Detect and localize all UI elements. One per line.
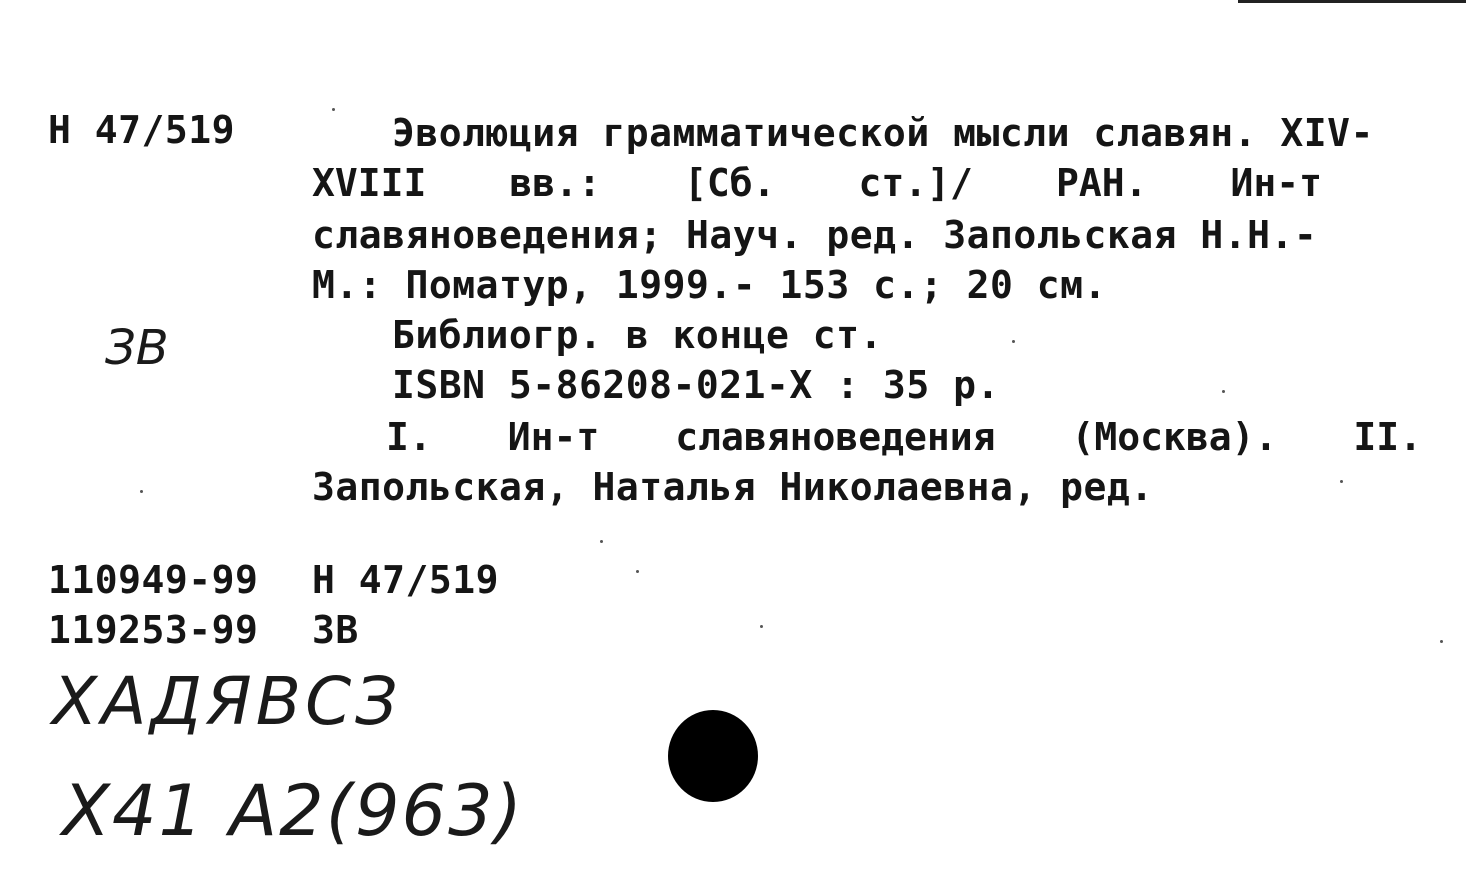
tracing-line-1: I. Ин-т славяноведения (Москва). II. [386, 415, 1422, 459]
scan-speck [140, 490, 143, 493]
scan-speck [636, 570, 639, 573]
inventory-number-2: 119253-99 [48, 608, 259, 652]
inventory-location-1: Н 47/519 [312, 558, 500, 602]
punch-hole [668, 710, 758, 802]
title-line-4: М.: Поматур, 1999.- 153 с.; 20 см. [312, 263, 1107, 307]
title-line-3: славяноведения; Науч. ред. Запольская Н.Н.- [312, 213, 1318, 257]
title-line-2: XVIII вв.: [Сб. ст.]/ РАН. Ин-т [312, 161, 1322, 205]
handwritten-code-line-2: Х41 А2(963) [62, 770, 524, 852]
tracing-line-2: Запольская, Наталья Николаевна, ред. [312, 465, 1154, 509]
isbn-price-note: ISBN 5-86208-021-X : 35 р. [392, 363, 1000, 407]
call-number: Н 47/519 [48, 108, 236, 152]
scan-speck [1012, 340, 1015, 343]
title-line-1: Эволюция грамматической мысли славян. XIV- [392, 111, 1374, 155]
margin-handwritten-mark: ЗВ [105, 320, 169, 376]
scan-speck [1440, 640, 1443, 643]
inventory-number-1: 110949-99 [48, 558, 259, 602]
scan-speck [760, 625, 763, 628]
scan-speck [332, 108, 335, 111]
inventory-location-2: ЗВ [312, 608, 359, 652]
handwritten-code-line-1: ХАДЯВСЗ [52, 663, 402, 740]
bibliography-note: Библиогр. в конце ст. [392, 313, 883, 357]
scan-speck [1340, 480, 1343, 483]
scan-speck [600, 540, 603, 543]
top-edge-rule [1238, 0, 1466, 3]
scan-speck [1222, 390, 1225, 393]
